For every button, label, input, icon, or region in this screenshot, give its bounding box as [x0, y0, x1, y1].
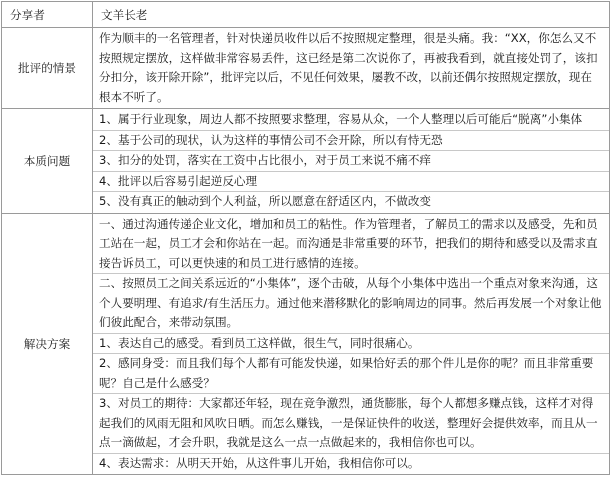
solution-item: 4、表达需求：从明天开始，从这件事儿开始，我相信你可以。: [93, 453, 609, 474]
scenario-cell: [93, 28, 610, 109]
row-criticism-scenario: [2, 28, 610, 109]
problem-cell: [93, 109, 610, 214]
solution-item: 二、按照员工之间关系远近的“小集体”，逐个击破，从每个小集体中选出一个重点对象来沟通，这个人要明理、有追求/有生活压力。通过他来潜移默化的影响周边的同事。然后再发展一个对象让他们彼此配合，来带动氛围。: [93, 273, 609, 333]
row-label-essential-problem: 本质问题: [2, 109, 93, 214]
share-table: [1, 1, 610, 475]
problem-item: 4、批评以后容易引起逆反心理: [93, 171, 609, 192]
problem-item: 1、属于行业现象，周边人都不按照要求整理，容易从众，一个人整理以后可能后“脱离”小集体: [99, 112, 583, 126]
problem-item: 3、扣分的处罚，落实在工资中占比很小，对于员工来说不痛不痒: [93, 150, 609, 171]
solution-item: 一、通过沟通传递企业文化，增加和员工的粘性。作为管理者，了解员工的需求以及感受，先和员工站在一起，员工才会和你站在一起。而沟通是非常重要的环节，把我们的期待和感受以及需求直接告诉员工，可以更快速的和员工进行感情的连接。: [99, 216, 598, 270]
row-label-criticism-scenario: 批评的情景: [2, 28, 93, 109]
row-label-solution: 解决方案: [2, 213, 93, 475]
header-sharer-label: 分享者: [2, 2, 93, 28]
solution-item: 1、表达自己的感受。看到员工这样做，很生气，同时很痛心。: [93, 333, 609, 354]
solution-item: 3、对员工的期待：大家都还年轻，现在竞争激烈，通货膨胀，每个人都想多赚点钱，这样才对得起我们的风雨无阻和风吹日晒。而怎么赚钱，一是保证快件的收送，整理好会提供效率，而且从一点一滴做起，才会升职，我就是这么一点一点做起来的，我相信你也可以。: [93, 393, 609, 453]
scenario-text: 作为顺丰的一名管理者，针对快递员收件以后不按照规定整理，很是头痛。我：“XX，你怎么又不按照规定摆放，这样做非常容易丢件，这已经是第二次说你了，再被我看到，就直接处罚了，该扣分扣分，该开除开除”，批评完以后，不见任何效果，屡教不改，以前还偶尔按照规定摆放，现在根本不听了。: [99, 31, 598, 104]
header-row: [2, 2, 610, 28]
header-sharer-name: 文羊长老: [93, 2, 610, 28]
problem-item: 5、没有真正的触动到个人利益，所以愿意在舒适区内，不做改变: [93, 191, 609, 212]
row-essential-problem: [2, 109, 610, 214]
problem-item: 2、基于公司的现状，认为这样的事情公司不会开除，所以有恃无恐: [93, 130, 609, 151]
solution-cell: [93, 213, 610, 475]
solution-item: 2、感同身受：而且我们每个人都有可能发快递，如果恰好丢的那个件儿是你的呢？而且非常重要呢？自己是什么感受？: [93, 353, 609, 393]
row-solution: [2, 213, 610, 475]
